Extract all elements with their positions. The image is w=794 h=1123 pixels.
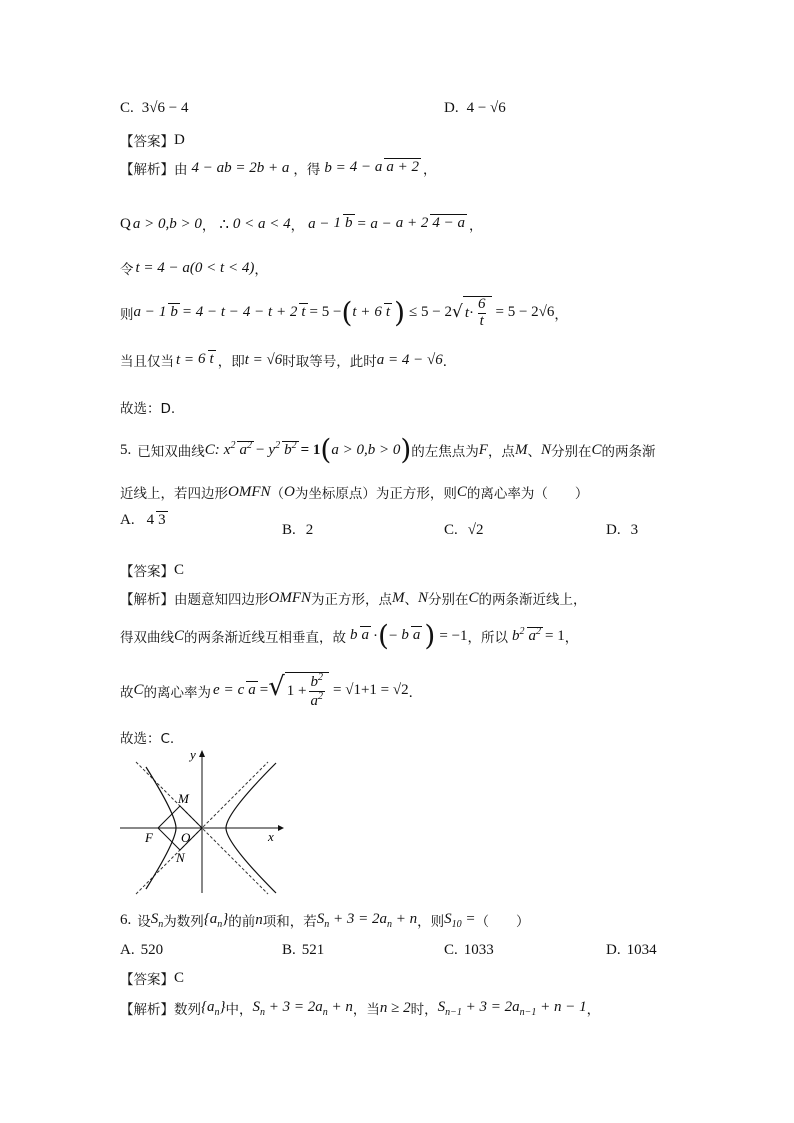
option-value: 521 <box>301 942 325 958</box>
formula: e = <box>213 682 234 699</box>
formula: C <box>591 441 602 458</box>
formula: 4 − ab = 2b + a <box>191 159 290 176</box>
text: 、 <box>404 592 418 608</box>
formula: C <box>174 627 185 644</box>
q5-option-a <box>120 512 170 529</box>
answer-value: C <box>174 561 185 578</box>
text: 的前 <box>228 914 256 930</box>
formula: = 4 − t − <box>181 304 239 321</box>
formula: $S_{n-1} + 3 = 2a_{n-1} + n - 1$ <box>437 998 587 1018</box>
text: 的离心率为（ ） <box>466 486 589 502</box>
text: 的左焦点为 <box>411 444 479 460</box>
text: 由 <box>174 162 188 178</box>
q6-analysis-line1: 【解析】 数列 $\{a_n\}$ 中， $S_n + 3 = 2a_n + n$ ，当 n ≥ 2 时， $S_{n-1} + 3 = 2a_{n-1} + n - 1$ ， <box>120 998 601 1018</box>
text: 的两条渐近线互相垂直，故 <box>184 630 347 646</box>
formula: C <box>456 483 467 500</box>
therefore-symbol: ∴ <box>219 216 229 233</box>
text: 项和，若 <box>262 914 317 930</box>
text: 为坐标原点）为正方形，则 <box>294 486 457 502</box>
formula: $S_n + 3 = 2a_n + n$ <box>316 910 418 930</box>
formula: M <box>514 441 528 458</box>
fraction: 6 t <box>198 351 214 368</box>
sqrt: √ t · $\frac{6}{t}$ <box>452 296 492 330</box>
text: （ ） <box>475 914 530 930</box>
analysis-tag: 【解析】 <box>120 592 174 608</box>
text: 由题意知四边形 <box>174 592 269 608</box>
formula: n ≥ 2 <box>379 999 411 1016</box>
formula: $S_{10}$ = <box>444 910 476 930</box>
q6-answer <box>120 968 184 988</box>
option-value: 2 <box>305 522 314 538</box>
option-label: A. <box>120 942 135 958</box>
fraction: 6 t <box>374 303 391 320</box>
fraction: 4 − t + 2 t <box>242 303 306 320</box>
formula: a − <box>133 304 155 321</box>
text: ，即 <box>217 354 245 370</box>
text: ，点 <box>487 444 515 460</box>
fraction: 1 b <box>158 303 178 320</box>
q4-conclusion: 故选：D. <box>120 401 176 417</box>
text: ，当 <box>352 1002 380 1018</box>
option-label: D. <box>444 100 459 116</box>
formula: n <box>255 911 263 928</box>
option-value: 520 <box>140 942 164 958</box>
paren: ( <box>341 295 353 329</box>
q6-option-d <box>606 942 657 959</box>
q5-stem-line1: 5. 已知双曲线 C: $x^2$ $a^2$ − $y^2$ $b^2$ = 1 ( a > 0,b > 0 ) 的左焦点为 F ，点 M 、 N 分别在 C 的两条渐 <box>120 433 656 466</box>
question-number: 6. <box>120 911 132 928</box>
formula: a − <box>308 215 330 232</box>
formula: t + <box>352 304 371 321</box>
label-f: F <box>145 830 153 845</box>
text: 故 <box>120 684 134 701</box>
option-label: B. <box>282 942 296 958</box>
text: 时取等号，此时 <box>282 354 377 370</box>
formula: C <box>133 682 144 699</box>
paren: ) <box>394 295 406 329</box>
option-label: A. <box>120 512 135 528</box>
text: ， <box>290 218 305 234</box>
label-n: N <box>176 850 185 865</box>
answer-value: D <box>174 131 185 148</box>
text: 的两条渐 <box>601 444 656 460</box>
label-o: O <box>181 830 191 845</box>
formula: = a − <box>356 215 392 232</box>
x-axis-arrow <box>278 825 284 831</box>
fraction: b a <box>401 627 421 644</box>
option-value: 4 − √6 <box>466 100 506 116</box>
analysis-tag: 【解析】 <box>120 162 174 178</box>
formula: a = 4 − √6 <box>376 351 443 368</box>
q4-analysis-line5: 当且仅当 t = 6 t ，即 t = √6 时取等号，此时 a = 4 − √6 ． <box>120 351 457 370</box>
q5-analysis-line3: 故 C 的离心率为 e = c a = √ 1 + $\frac{b^2}{a^2}$ = √1+1 = √2 ． <box>120 671 423 709</box>
text: 为正方形，点 <box>311 592 392 608</box>
answer-value: C <box>174 969 185 986</box>
q6-option-b <box>282 942 324 959</box>
text: 当且仅当 <box>120 354 174 370</box>
label-m: M <box>178 791 189 806</box>
option-value: 3 <box>630 522 639 538</box>
answer-tag: 【答案】 <box>120 564 174 580</box>
formula: C <box>468 589 479 606</box>
fraction: 4 − a a + 2 <box>349 159 419 176</box>
option-value: 1034 <box>626 942 657 958</box>
q4-analysis-line2: Q a > 0,b > 0 ， ∴ 0 < a < 4 ， a − 1 b = a − a + 2 4 − a ， <box>120 215 483 234</box>
q6-option-c <box>444 942 494 959</box>
formula: O <box>284 483 295 500</box>
text: ，则 <box>417 914 445 930</box>
text: 令 <box>120 262 134 278</box>
sqrt: √ 1 + $\frac{b^2}{a^2}$ <box>268 672 329 710</box>
q5-stem-line2 <box>120 482 588 502</box>
q6-stem <box>120 910 530 930</box>
text: 的离心率为 <box>143 684 212 701</box>
formula: OMFN <box>228 483 271 500</box>
option-label: D. <box>606 942 621 958</box>
question-number: 5. <box>120 441 132 458</box>
formula: N <box>418 589 429 606</box>
option-value: 3√6 − 4 <box>141 100 189 116</box>
formula: OMFN <box>268 589 311 606</box>
option-value: √2 <box>467 522 484 538</box>
q5-conclusion: 故选：C. <box>120 731 175 747</box>
option-label: C. <box>444 942 458 958</box>
q5-analysis-line1 <box>120 588 587 608</box>
text: 中， <box>225 1002 253 1018</box>
label-y: y <box>190 747 196 762</box>
text: （ <box>270 486 284 502</box>
fraction: $y^2$ $b^2$ <box>268 440 297 459</box>
text: 已知双曲线 <box>137 444 205 460</box>
q5-option-c <box>444 522 484 539</box>
text: 为数列 <box>163 914 204 930</box>
q4-analysis-line3: 令 t = 4 − a(0 < t < 4) ， <box>120 259 268 278</box>
formula: = 5 − <box>309 304 342 321</box>
q5-hyperbola-figure <box>118 745 288 895</box>
q4-analysis-line4: 则 a − 1 b = 4 − t − 4 − t + 2 t = 5 − ( t + 6 t ) ≤ 5 − 2 √ t · $\frac{6}{t}$ = 5 − 2√6 ， <box>120 295 568 329</box>
option-value: 4 3 <box>146 511 166 528</box>
text: 、 <box>527 444 541 460</box>
text: ，所以 <box>467 630 509 646</box>
answer-tag: 【答案】 <box>120 972 174 988</box>
formula: b = <box>324 159 346 176</box>
because-symbol: Q <box>120 215 131 232</box>
y-axis-arrow <box>199 750 205 757</box>
label-x: x <box>268 829 274 844</box>
text: 时， <box>410 1002 438 1018</box>
q6-option-a <box>120 942 163 959</box>
option-label: B. <box>282 522 296 538</box>
text: 则 <box>120 306 134 323</box>
answer-tag: 【答案】 <box>120 134 174 150</box>
text: 分别在 <box>550 444 592 460</box>
formula: t = 4 − a(0 < t < 4) <box>135 259 255 276</box>
q5-option-d <box>606 522 638 539</box>
q4-option-c <box>120 100 188 117</box>
formula: $\{a_n\}$ <box>201 998 226 1018</box>
formula: ≤ 5 − 2 <box>409 304 452 321</box>
fraction: a + 2 4 − a <box>395 215 466 232</box>
formula: F <box>478 441 488 458</box>
text: 设 <box>137 914 151 930</box>
formula: M <box>392 589 405 606</box>
q5-option-b <box>282 522 313 539</box>
q4-option-d <box>444 100 506 117</box>
option-label: D. <box>606 522 621 538</box>
text: 近线上，若四边形 <box>120 486 228 502</box>
q5-answer <box>120 560 184 580</box>
q5-analysis-line2: 得双曲线 C 的两条渐近线互相垂直，故 b a · ( − b a ) = −1 ，所以 $b^2$ $a^2$ = 1 ， <box>120 619 579 652</box>
option-label: C. <box>120 100 134 116</box>
text: 分别在 <box>428 592 469 608</box>
formula: t = <box>176 351 195 368</box>
q4-analysis-line1: 【解析】 由 4 − ab = 2b + a ，得 b = 4 − a a + 2 ， <box>120 159 437 178</box>
formula: N <box>540 441 551 458</box>
formula: $S_n + 3 = 2a_n + n$ <box>252 998 353 1018</box>
formula: a > 0,b > 0 <box>132 215 202 232</box>
text: 数列 <box>174 1002 201 1018</box>
fraction: 1 b <box>333 215 353 232</box>
q4-answer <box>120 130 185 150</box>
option-value: 1033 <box>463 942 494 958</box>
formula: 0 < a < 4 <box>232 215 291 232</box>
formula: $S_n$ <box>150 910 164 930</box>
formula: C: <box>204 441 220 458</box>
fraction: b a <box>350 627 370 644</box>
option-label: C. <box>444 522 458 538</box>
analysis-tag: 【解析】 <box>120 1002 174 1018</box>
text: ， <box>201 218 216 234</box>
text: ，得 <box>293 162 321 178</box>
formula: t = √6 <box>244 351 283 368</box>
text: 得双曲线 <box>120 630 174 646</box>
fraction: c a <box>237 681 256 698</box>
formula: $\{a_n\}$ <box>203 910 229 930</box>
formula: = 5 − 2√6 <box>495 304 555 321</box>
fraction: $b^2$ $a^2$ <box>512 626 542 645</box>
fraction: $x^2$ $a^2$ <box>223 440 252 459</box>
text: 的两条渐近线上， <box>478 592 587 608</box>
